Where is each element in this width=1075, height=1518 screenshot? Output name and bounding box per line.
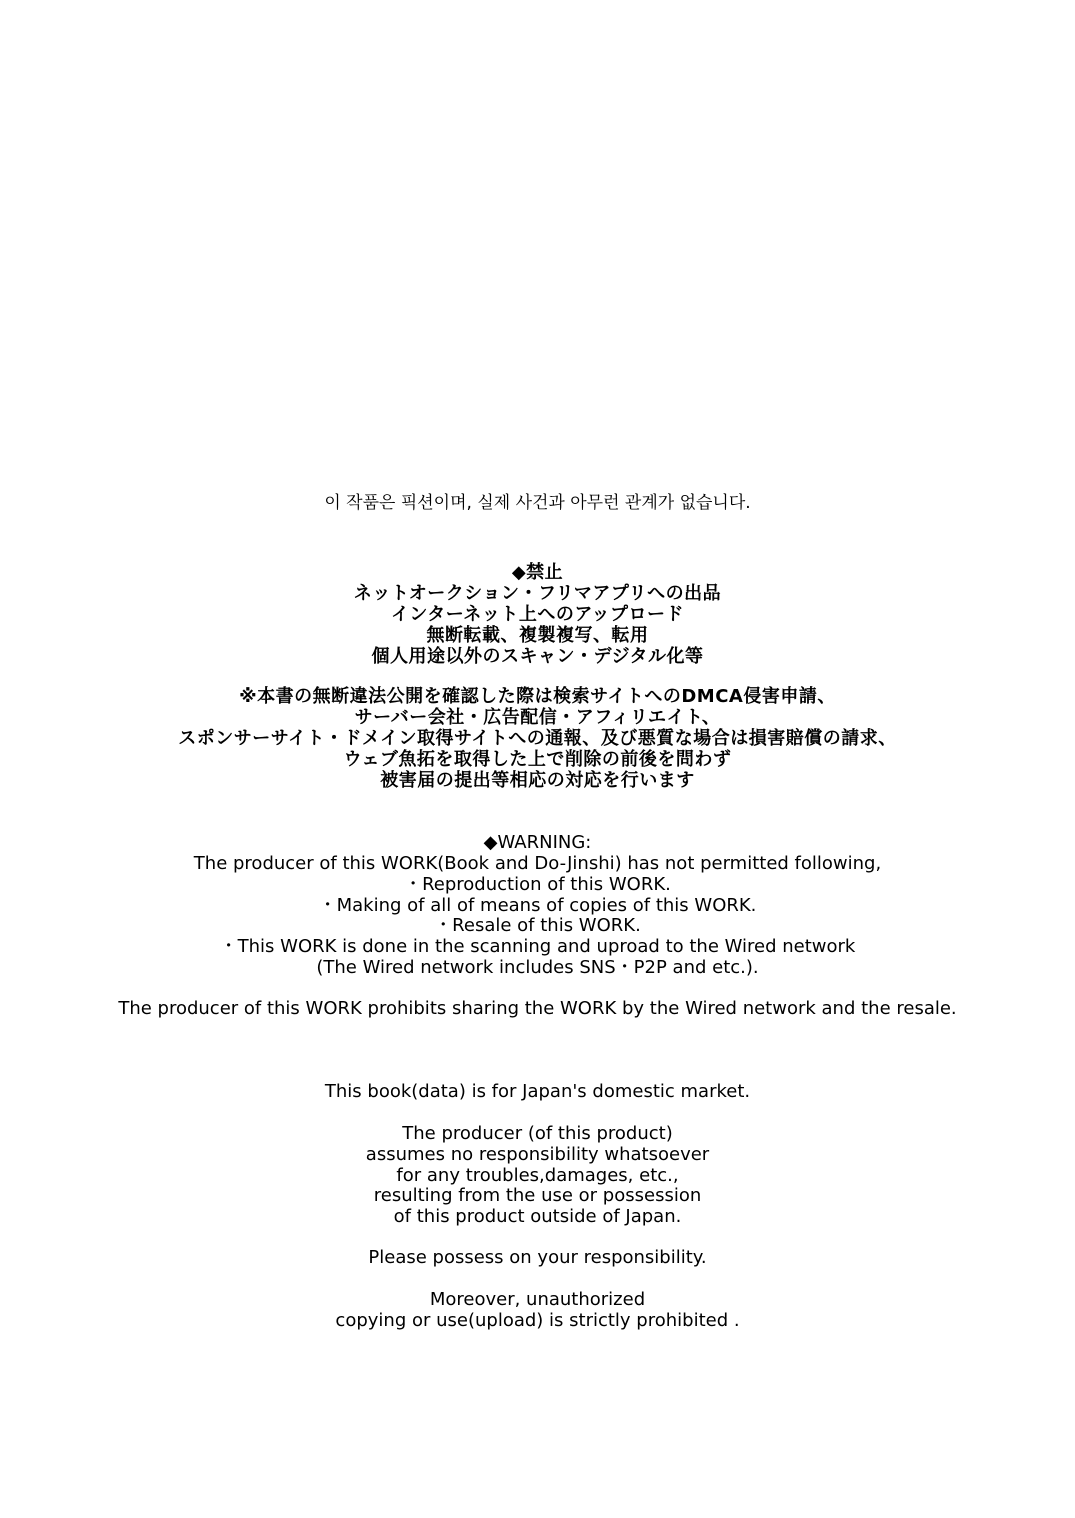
- jp-legal-notice-line: サーバー会社・広告配信・アフィリエイト、: [354, 707, 721, 728]
- unauthorized-line: copying or use(upload) is strictly prohibited .: [335, 1310, 740, 1331]
- warning-line: ・Resale of this WORK.: [434, 915, 641, 936]
- warning-line: ・Reproduction of this WORK.: [404, 874, 671, 895]
- warning-line: ・Making of all of means of copies of this WORK.: [318, 895, 757, 916]
- responsibility-notice: Please possess on your responsibility.: [368, 1247, 707, 1268]
- jp-prohibition-item: インターネット上へのアップロード: [390, 604, 685, 625]
- jp-prohibition-item: ネットオークション・フリマアプリへの出品: [353, 583, 722, 604]
- jp-legal-notice-line: ウェブ魚拓を取得した上で削除の前後を問わず: [343, 749, 732, 770]
- korean-fiction-notice: 이 작품은 픽션이며, 실제 사건과 아무런 관계가 없습니다.: [324, 493, 751, 513]
- disclaimer-line: of this product outside of Japan.: [393, 1206, 682, 1227]
- warning-line: ・This WORK is done in the scanning and uproad to the Wired network: [219, 936, 856, 957]
- disclaimer-line: for any troubles,damages, etc.,: [396, 1165, 679, 1186]
- jp-prohibition-item: 無断転載、複製複写、転用: [426, 625, 649, 646]
- jp-legal-notice-line: スポンサーサイト・ドメイン取得サイトへの通報、及び悪質な場合は損害賠償の請求、: [178, 728, 897, 749]
- disclaimer-line: The producer (of this product): [402, 1123, 673, 1144]
- disclaimer-line: assumes no responsibility whatsoever: [365, 1144, 710, 1165]
- disclaimer-line: resulting from the use or possession: [373, 1185, 702, 1206]
- warning-line: The producer of this WORK(Book and Do-Jinshi) has not permitted following,: [193, 853, 882, 874]
- jp-legal-notice-line: ※本書の無断違法公開を確認した際は検索サイトへのDMCA侵害申請、: [239, 686, 836, 707]
- warning-line: (The Wired network includes SNS・P2P and etc.).: [316, 957, 759, 978]
- warning-heading: ◆WARNING:: [483, 832, 592, 853]
- domestic-market-notice: This book(data) is for Japan's domestic market.: [324, 1081, 751, 1102]
- jp-prohibition-item: 個人用途以外のスキャン・デジタル化等: [371, 646, 704, 667]
- jp-legal-notice-line: 被害届の提出等相応の対応を行います: [380, 770, 695, 791]
- jp-prohibition-heading: ◆禁止: [511, 562, 564, 583]
- sharing-prohibition: The producer of this WORK prohibits sharing the WORK by the Wired network and the resale.: [118, 998, 957, 1019]
- unauthorized-line: Moreover, unauthorized: [429, 1289, 646, 1310]
